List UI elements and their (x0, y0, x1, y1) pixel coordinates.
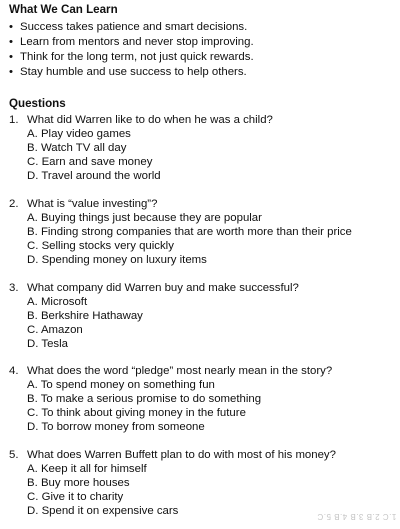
option-text: Earn and save money (41, 156, 153, 168)
answer-option-c (9, 490, 389, 504)
option-letter: B. (27, 393, 38, 405)
question-text: What is “value investing”? (27, 198, 158, 210)
answer-option-b (9, 141, 389, 155)
option-letter: A. (27, 212, 38, 224)
learn-heading: What We Can Learn (9, 3, 118, 16)
answer-option-c (9, 155, 389, 169)
answer-option-b (9, 392, 389, 406)
answer-option-a (9, 127, 389, 141)
option-text: Amazon (40, 324, 83, 336)
option-text: To borrow money from someone (41, 421, 205, 433)
answer-option-d (9, 253, 389, 267)
question-text: What company did Warren buy and make successful? (27, 282, 299, 294)
option-letter: C. (27, 491, 39, 503)
option-letter: A. (27, 296, 38, 308)
question-prompt (9, 448, 389, 462)
learn-list (9, 20, 254, 80)
learn-item (9, 20, 254, 35)
learn-item-text: Think for the long term, not just quick rewards. (20, 51, 254, 63)
question-number: 2. (9, 198, 19, 210)
question-text: What does the word “pledge” most nearly mean in the story? (27, 365, 333, 377)
option-text: Play video games (40, 128, 131, 140)
option-letter: A. (27, 379, 38, 391)
option-text: Buying things just because they are popular (40, 212, 262, 224)
option-text: Travel around the world (41, 170, 161, 182)
option-letter: B. (27, 142, 38, 154)
question-prompt (9, 281, 389, 295)
option-letter: D. (27, 338, 39, 350)
option-letter: C. (27, 324, 39, 336)
learn-item-text: Learn from mentors and never stop improving. (20, 36, 254, 48)
learn-item-text: Success takes patience and smart decisions. (20, 21, 248, 33)
questions-heading: Questions (9, 97, 66, 110)
option-text: Microsoft (40, 296, 88, 308)
bullet-icon: • (9, 36, 13, 48)
question-prompt (9, 197, 389, 211)
bullet-icon: • (9, 21, 13, 33)
question-number: 3. (9, 282, 19, 294)
answer-option-b (9, 476, 389, 490)
answer-option-c (9, 239, 389, 253)
question-prompt (9, 113, 389, 127)
question-text: What did Warren like to do when he was a child? (27, 114, 273, 126)
learn-item-text: Stay humble and use success to help others. (20, 66, 247, 78)
option-text: To spend money on something fun (40, 379, 215, 391)
option-text: Finding strong companies that are worth more than their price (40, 226, 352, 238)
option-letter: A. (27, 128, 38, 140)
learn-item (9, 35, 254, 50)
answer-option-b (9, 309, 389, 323)
option-letter: C. (27, 156, 39, 168)
option-letter: C. (27, 407, 39, 419)
option-letter: B. (27, 477, 38, 489)
answer-option-a (9, 211, 389, 225)
option-letter: B. (27, 226, 38, 238)
option-letter: D. (27, 254, 39, 266)
option-letter: C. (27, 240, 39, 252)
learn-item (9, 65, 254, 80)
answer-option-d (9, 420, 389, 434)
question-1 (9, 113, 389, 183)
option-text: Tesla (41, 338, 68, 350)
option-text: To make a serious promise to do something (40, 393, 262, 405)
option-text: Spend it on expensive cars (41, 505, 179, 517)
option-text: Selling stocks very quickly (41, 240, 174, 252)
option-letter: A. (27, 463, 38, 475)
option-text: Give it to charity (41, 491, 124, 503)
question-text: What does Warren Buffett plan to do with most of his money? (27, 449, 336, 461)
question-3 (9, 281, 389, 351)
answer-option-c (9, 323, 389, 337)
option-text: Buy more houses (40, 477, 130, 489)
option-letter: D. (27, 170, 39, 182)
bullet-icon: • (9, 66, 13, 78)
upside-down-answer-key: 1.C 2.B 3.B 4.B 5.C (316, 512, 396, 521)
question-number: 4. (9, 365, 19, 377)
question-number: 1. (9, 114, 19, 126)
learn-item (9, 50, 254, 65)
option-letter: B. (27, 310, 38, 322)
answer-option-d (9, 337, 389, 351)
option-text: Keep it all for himself (40, 463, 147, 475)
option-text: Spending money on luxury items (41, 254, 207, 266)
answer-option-d (9, 169, 389, 183)
question-number: 5. (9, 449, 19, 461)
answer-option-c (9, 406, 389, 420)
option-letter: D. (27, 505, 39, 517)
question-2 (9, 197, 389, 267)
question-4 (9, 364, 389, 434)
answer-option-b (9, 225, 389, 239)
option-letter: D. (27, 421, 39, 433)
option-text: To think about giving money in the future (41, 407, 246, 419)
option-text: Berkshire Hathaway (40, 310, 143, 322)
bullet-icon: • (9, 51, 13, 63)
answer-option-a (9, 378, 389, 392)
question-prompt (9, 364, 389, 378)
question-5 (9, 448, 389, 518)
answer-option-a (9, 462, 389, 476)
option-text: Watch TV all day (40, 142, 127, 154)
answer-option-a (9, 295, 389, 309)
